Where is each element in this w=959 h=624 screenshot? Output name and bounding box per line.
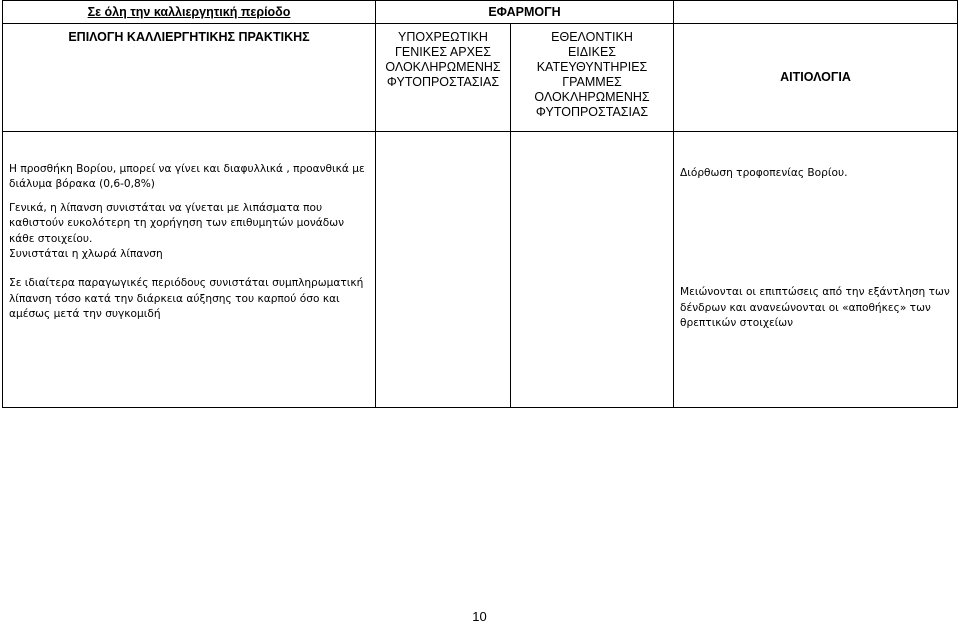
practice-body-cell (3, 132, 376, 408)
mandatory-title: ΥΠΟΧΡΕΩΤΙΚΗ ΓΕΝΙΚΕΣ ΑΡΧΕΣ ΟΛΟΚΛΗΡΩΜΕΝΗΣ ΦΥΤΟΠΡΟΣΤΑΣΙΑΣ (385, 30, 501, 89)
page-number: 10 (472, 609, 487, 624)
practice-text-fertilizers: Γενικά, η λίπανση συνιστάται να γίνεται με λιπάσματα που καθιστούν ευκολότερη τη χορήγηση των επιθυμητών μονάδων κάθε στοιχείου. (9, 201, 345, 245)
mandatory-body-cell (376, 132, 511, 408)
voluntary-header-cell (511, 24, 674, 132)
period-cell (3, 1, 376, 24)
period-title: Σε όλη την καλλιεργητική περίοδο (87, 4, 291, 19)
practice-title: ΕΠΙΛΟΓΗ ΚΑΛΛΙΕΡΓΗΤΙΚΗΣ ΠΡΑΚΤΙΚΗΣ (68, 30, 310, 44)
rationale-text-boron: Διόρθωση τροφοπενίας Βορίου. (680, 167, 848, 179)
practice-text-boron: Η προσθήκη Βορίου, μπορεί να γίνει και διαφυλλικά , προανθικά με διάλυμα βόρακα (0,6-0,8%) (9, 163, 365, 191)
voluntary-title: ΕΘΕΛΟΝΤΙΚΗ ΕΙΔΙΚΕΣ ΚΑΤΕΥΘΥΝΤΗΡΙΕΣ ΓΡΑΜΜΕΣ ΟΛΟΚΛΗΡΩΜΕΝΗΣ ΦΥΤΟΠΡΟΣΤΑΣΙΑΣ (534, 30, 650, 119)
empty-header-cell (674, 1, 958, 24)
rationale-body-cell (674, 132, 958, 408)
practice-text-supplementary: Σε ιδιαίτερα παραγωγικές περιόδους συνιστάται συμπληρωματική λίπανση τόσο κατά την διάρκεια αύξησης του καρπού όσο και αμέσως μετά την συγκομιδή (9, 277, 364, 321)
practice-table (2, 0, 958, 408)
application-title: ΕΦΑΡΜΟΓΗ (488, 4, 561, 19)
practice-text-green-manure: Συνιστάται η χλωρά λίπανση (9, 248, 163, 261)
rationale-title: ΑΙΤΙΟΛΟΓΙΑ (780, 70, 851, 84)
practice-header-cell (3, 24, 376, 132)
rationale-header-cell (674, 24, 958, 132)
voluntary-body-cell (511, 132, 674, 408)
application-cell (376, 1, 674, 24)
mandatory-header-cell (376, 24, 511, 132)
rationale-text-depletion: Μειώνονται οι επιπτώσεις από την εξάντληση των δένδρων και ανανεώνονται οι «αποθήκες» των θρεπτικών στοιχείων (680, 286, 950, 330)
